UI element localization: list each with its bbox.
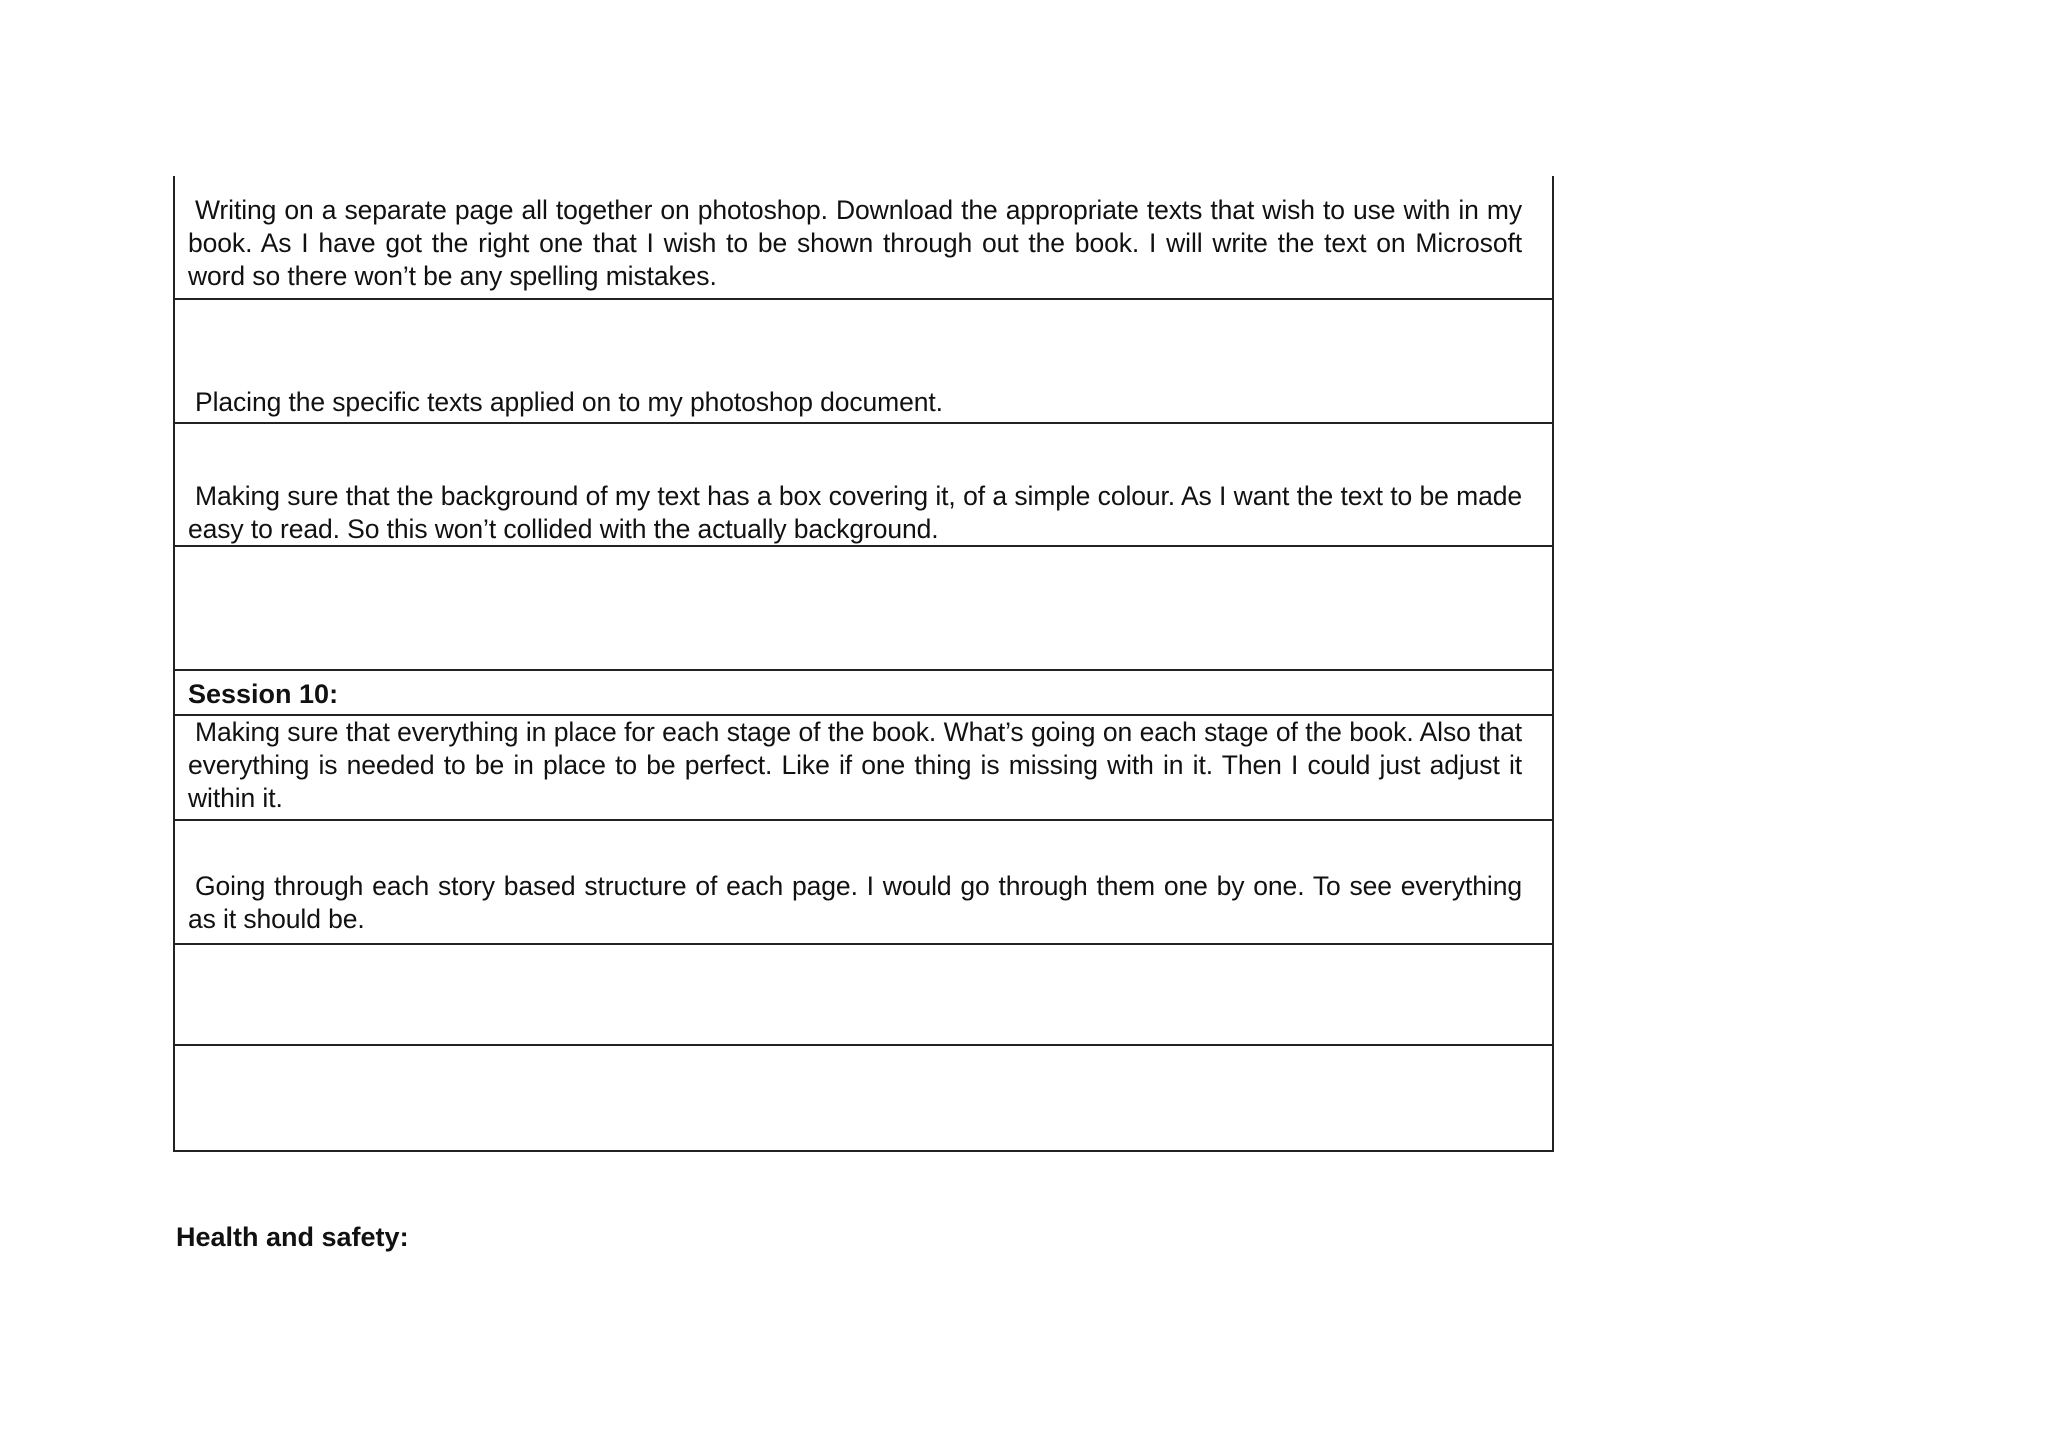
health-and-safety-heading: Health and safety: — [176, 1222, 409, 1252]
table-row — [175, 821, 1552, 945]
table-row — [175, 547, 1552, 671]
session-plan-table — [173, 176, 1554, 1152]
table-row — [175, 176, 1552, 300]
table-row — [175, 945, 1552, 1046]
row-text: Writing on a separate page all together on photoshop. Download the appropriate texts that wish to use with in my book. As I have got the right one that I wish to be shown through out the book. I will write the text on Microsoft word so there won’t be any spelling mistakes. — [188, 195, 1522, 291]
table-row — [175, 300, 1552, 424]
session-heading-row — [175, 671, 1552, 716]
row-text: Going through each story based structure of each page. I would go through them one by one. To see everything as it should be. — [188, 871, 1522, 934]
table-row — [175, 716, 1552, 821]
row-text: Placing the specific texts applied on to my photoshop document. — [195, 387, 943, 417]
row-text: Making sure that everything in place for each stage of the book. What’s going on each stage of the book. Also that everything is needed to be in place to be perfect. Like if one thing is missing with in it. Then I could just adjust it within it. — [188, 717, 1522, 813]
session-heading: Session 10: — [188, 679, 339, 709]
row-text: Making sure that the background of my text has a box covering it, of a simple colour. As I want the text to be made easy to read. So this won’t collided with the actually background. — [188, 481, 1522, 544]
table-row — [175, 424, 1552, 547]
table-row — [175, 1046, 1552, 1150]
